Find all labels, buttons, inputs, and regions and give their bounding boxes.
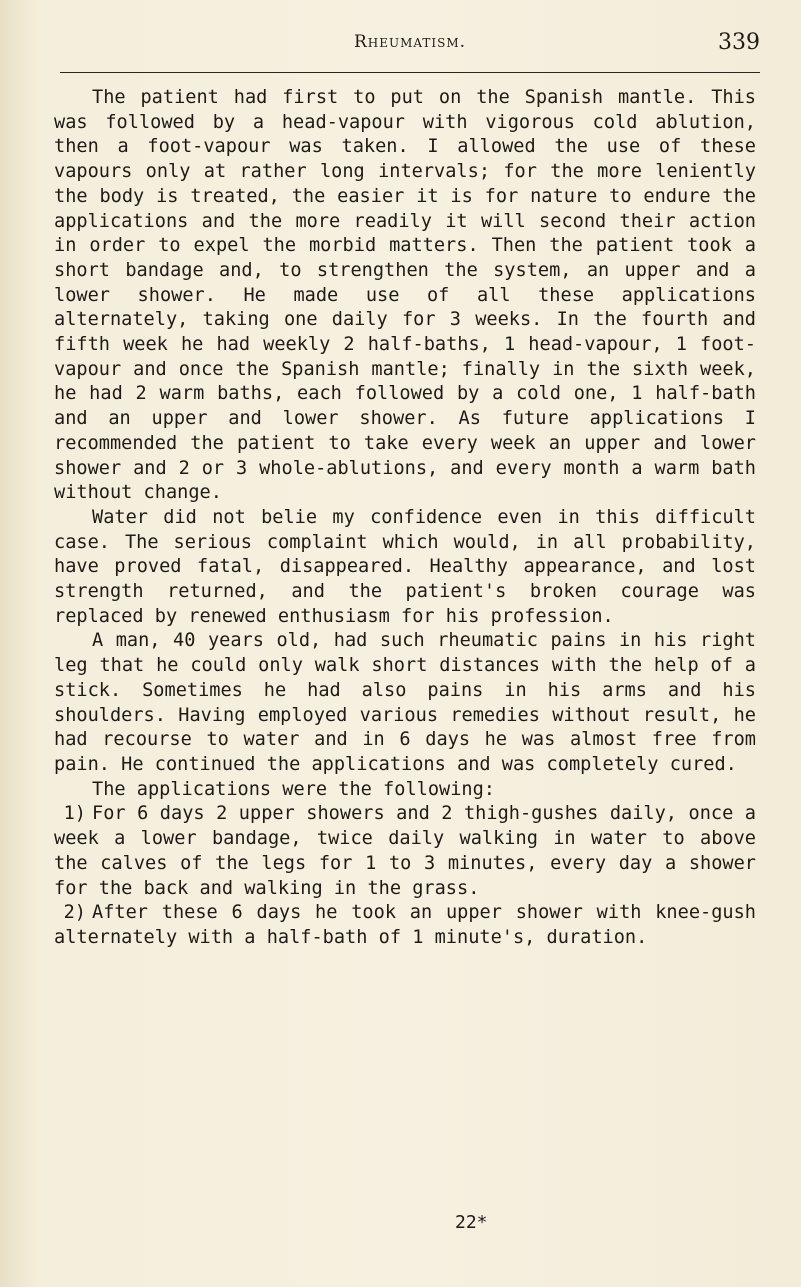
paragraph: The applications were the following: xyxy=(92,778,495,800)
list-item-text: For 6 days 2 upper showers and 2 thigh-gushes daily, once a week a lower bandage, twice daily walking in water to above the calves of the legs for 1 to 3 minutes, every day a shower for the back and walking in the grass. xyxy=(54,803,756,899)
list-item-number: 2) xyxy=(63,902,86,924)
signature-mark: 22* xyxy=(455,1212,488,1233)
paragraph: The patient had first to put on the Spanish mantle. This was followed by a head-vapour with vigorous cold ablution, then a foot-vapour was taken. I allowed the use of these vapours only at rather long intervals; for the more leniently the body is treated, the easier it is for nature to endure the applications and the more readily it will second their action in order to expel the morbid matters. Then the patient took a short bandage and, to strengthen the system, an upper and a lower shower. He made use of all these applications alternately, taking one daily for 3 weeks. In the fourth and fifth week he had weekly 2 half-baths, 1 head-vapour, 1 foot-vapour and once the Spanish mantle; finally in the sixth week, he had 2 warm baths, each followed by a cold one, 1 half-bath and an upper and lower shower. As future applications I recommended the patient to take every week an upper and lower shower and 2 or 3 whole-ablutions, and every month a warm bath without change. xyxy=(54,87,756,504)
page-number: 339 xyxy=(718,30,760,55)
list-item xyxy=(54,802,756,901)
body-text xyxy=(54,86,756,951)
list-item xyxy=(54,901,756,950)
list-item-number: 1) xyxy=(63,803,86,825)
list-item-text: After these 6 days he took an upper shower with knee-gush alternately with a half-bath of 1 minute's, duration. xyxy=(54,902,756,948)
header-rule xyxy=(60,72,760,73)
page-header xyxy=(60,30,760,64)
paragraph: A man, 40 years old, had such rheumatic pains in his right leg that he could only walk short distances with the help of a stick. Sometimes he had also pains in his arms and his shoulders. Having employed various remedies without result, he had recourse to water and in 6 days he was almost free from pain. He continued the applications and was completely cured. xyxy=(54,630,756,775)
running-head: Rheumatism. xyxy=(353,32,467,52)
paragraph: Water did not belie my confidence even in this difficult case. The serious complaint which would, in all probability, have proved fatal, disappeared. Healthy appearance, and lost strength returned, and the patient's broken courage was replaced by renewed enthusiasm for his profession. xyxy=(54,506,756,627)
